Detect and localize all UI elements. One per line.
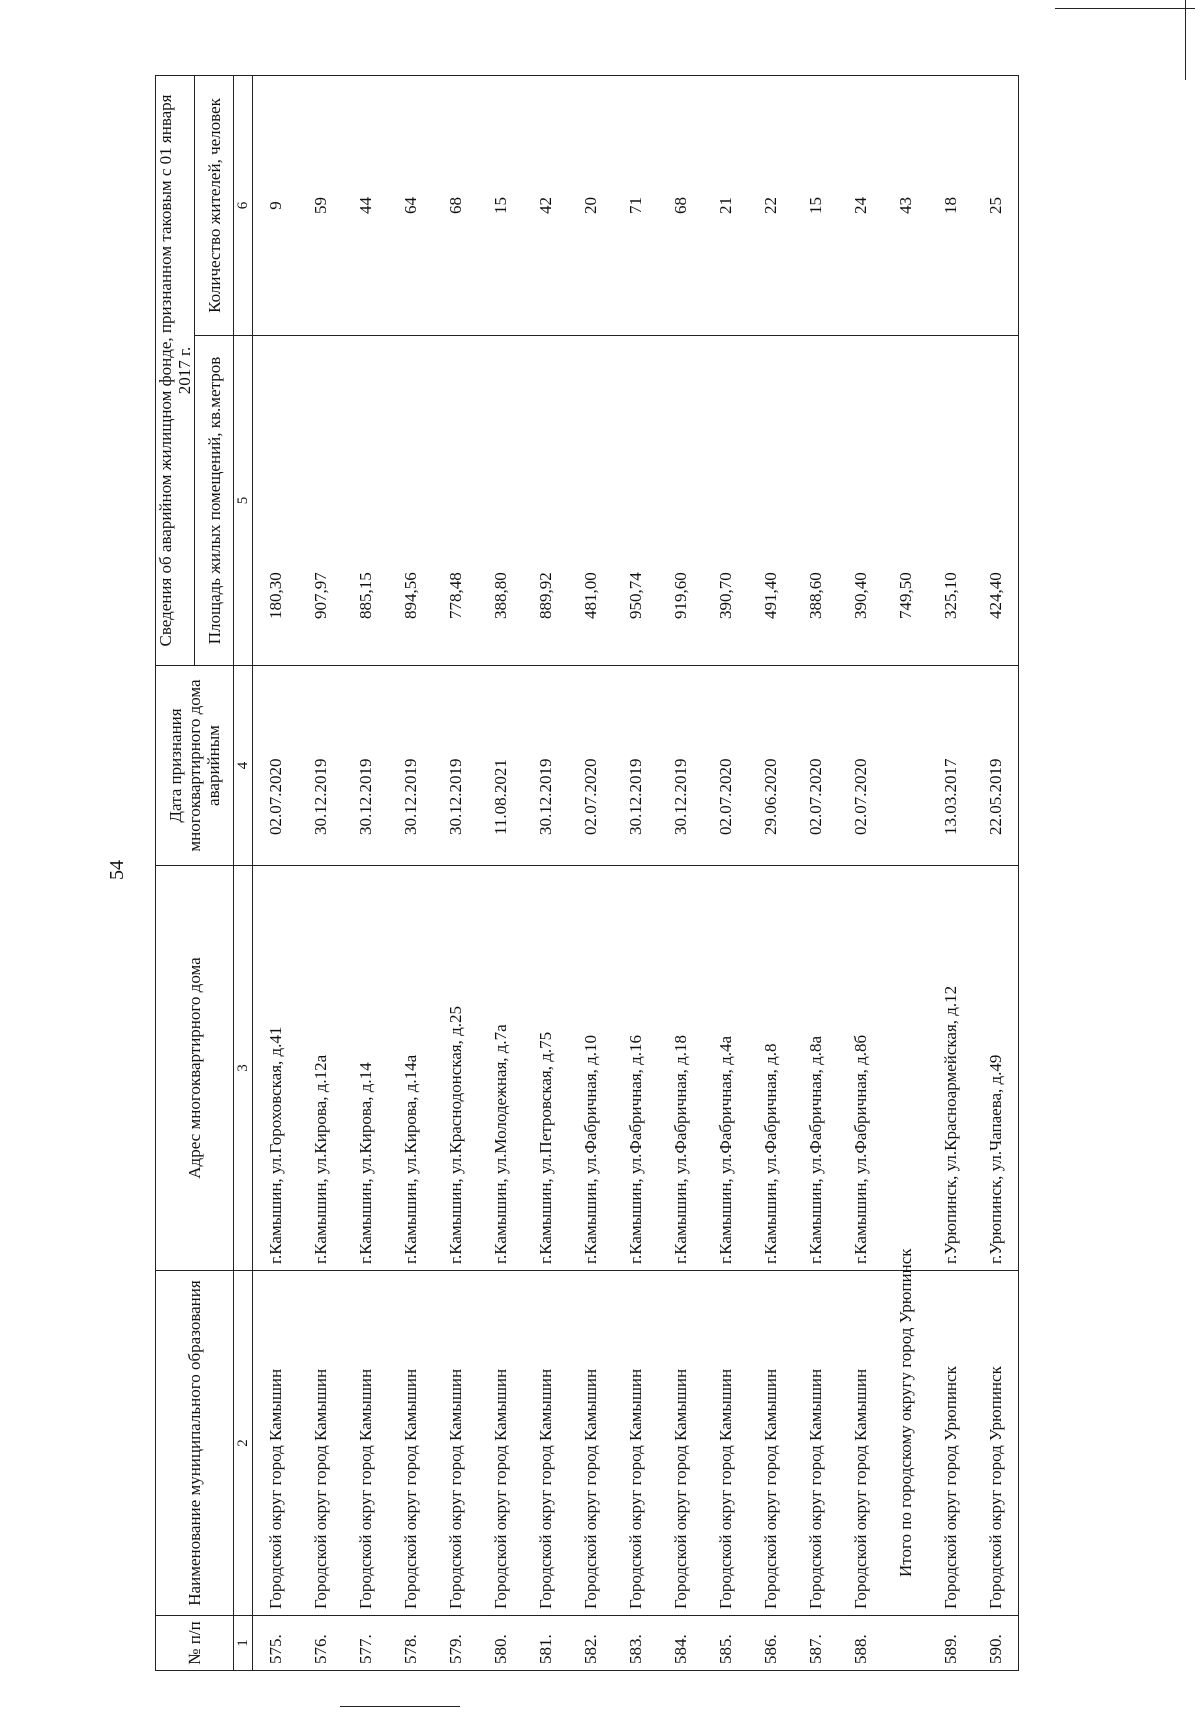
recognition-date: 13.03.2017 (928, 666, 973, 866)
living-area: 481,00 (568, 336, 613, 666)
living-area: 180,30 (253, 336, 299, 666)
row-number: 583. (613, 1616, 658, 1671)
row-number: 577. (343, 1616, 388, 1671)
residents-count: 71 (613, 75, 658, 335)
table-row (523, 75, 568, 1670)
recognition-date: 22.05.2019 (973, 666, 1019, 866)
residents-count: 18 (928, 75, 973, 335)
row-number: 586. (748, 1616, 793, 1671)
subtotal-label: Итого по городскому округу город Урюпинск (883, 1271, 928, 1616)
living-area: 950,74 (613, 336, 658, 666)
recognition-date: 30.12.2019 (523, 666, 568, 866)
table-row (388, 75, 433, 1670)
building-address: г.Камышин, ул.Фабричная, д.8 (748, 866, 793, 1271)
building-address: г.Камышин, ул.Фабричная, д.18 (658, 866, 703, 1271)
residents-count: 15 (793, 75, 838, 335)
living-area: 325,10 (928, 336, 973, 666)
municipality-name: Городской округ город Камышин (568, 1271, 613, 1616)
table-row (343, 75, 388, 1670)
building-address: г.Камышин, ул.Петровская, д.75 (523, 866, 568, 1271)
recognition-date: 02.07.2020 (838, 666, 883, 866)
column-number: 5 (234, 336, 253, 666)
building-address: г.Камышин, ул.Фабричная, д.10 (568, 866, 613, 1271)
residents-count: 25 (973, 75, 1019, 335)
residents-count: 44 (343, 75, 388, 335)
table-row (748, 75, 793, 1670)
table-row (793, 75, 838, 1670)
table-row (253, 75, 299, 1670)
living-area: 390,70 (703, 336, 748, 666)
scan-edge-mark (340, 1706, 460, 1707)
recognition-date: 29.06.2020 (748, 666, 793, 866)
residents-count: 22 (748, 75, 793, 335)
municipality-name: Городской округ город Камышин (748, 1271, 793, 1616)
table-row (433, 75, 478, 1670)
row-number: 588. (838, 1616, 883, 1671)
header-name: Наименование муниципального образования (156, 1271, 234, 1616)
row-number: 582. (568, 1616, 613, 1671)
municipality-name: Городской округ город Камышин (793, 1271, 838, 1616)
table-row (568, 75, 613, 1670)
recognition-date: 30.12.2019 (613, 666, 658, 866)
row-number: 580. (478, 1616, 523, 1671)
municipality-name: Городской округ город Камышин (523, 1271, 568, 1616)
building-address: г.Камышин, ул.Фабричная, д.16 (613, 866, 658, 1271)
building-address: г.Камышин, ул.Фабричная, д.8б (838, 866, 883, 1271)
table-row (703, 75, 748, 1670)
municipality-name: Городской округ город Камышин (703, 1271, 748, 1616)
header-area: Площадь жилых помещений, кв.метров (195, 336, 234, 666)
municipality-name: Городской округ город Камышин (388, 1271, 433, 1616)
building-address: г.Камышин, ул.Кирова, д.14а (388, 866, 433, 1271)
page-number: 54 (106, 860, 128, 880)
residents-count: 68 (433, 75, 478, 335)
municipality-name: Городской округ город Камышин (838, 1271, 883, 1616)
building-address: г.Камышин, ул.Фабричная, д.4а (703, 866, 748, 1271)
building-address: г.Камышин, ул.Кирова, д.12а (298, 866, 343, 1271)
table-row (478, 75, 523, 1670)
municipality-name: Городской округ город Камышин (253, 1271, 299, 1616)
recognition-date: 02.07.2020 (703, 666, 748, 866)
subtotal-row (883, 75, 928, 1670)
residents-count: 59 (298, 75, 343, 335)
living-area: 388,80 (478, 336, 523, 666)
building-address (883, 866, 928, 1271)
living-area: 491,40 (748, 336, 793, 666)
row-number: 585. (703, 1616, 748, 1671)
residents-count: 24 (838, 75, 883, 335)
recognition-date (883, 666, 928, 866)
table-row (973, 75, 1019, 1670)
recognition-date: 02.07.2020 (253, 666, 299, 866)
column-number: 4 (234, 666, 253, 866)
table-row (658, 75, 703, 1670)
row-number: 578. (388, 1616, 433, 1671)
row-number: 590. (973, 1616, 1019, 1671)
living-area: 907,97 (298, 336, 343, 666)
building-address: г.Урюпинск, ул.Чапаева, д.49 (973, 866, 1019, 1271)
row-number (883, 1616, 928, 1671)
row-number: 576. (298, 1616, 343, 1671)
building-address: г.Камышин, ул.Кирова, д.14 (343, 866, 388, 1271)
residents-count: 68 (658, 75, 703, 335)
municipality-name: Городской округ город Камышин (658, 1271, 703, 1616)
municipality-name: Городской округ город Камышин (613, 1271, 658, 1616)
row-number: 584. (658, 1616, 703, 1671)
building-address: г.Камышин, ул.Фабричная, д.8а (793, 866, 838, 1271)
municipality-name: Городской округ город Камышин (343, 1271, 388, 1616)
residents-count: 42 (523, 75, 568, 335)
table-container (155, 76, 1180, 1671)
recognition-date: 02.07.2020 (568, 666, 613, 866)
recognition-date: 30.12.2019 (658, 666, 703, 866)
residents-count: 21 (703, 75, 748, 335)
building-address: г.Урюпинск, ул.Красноармейская, д.12 (928, 866, 973, 1271)
residents-count: 9 (253, 75, 299, 335)
municipality-name: Городской округ город Камышин (478, 1271, 523, 1616)
row-number: 581. (523, 1616, 568, 1671)
header-group: Сведения об аварийном жилищном фонде, признанном таковым с 01 января 2017 г. (156, 75, 195, 665)
residents-count: 15 (478, 75, 523, 335)
header-date: Дата признания многоквартирного дома аварийным (156, 666, 234, 866)
living-area: 388,60 (793, 336, 838, 666)
recognition-date: 30.12.2019 (298, 666, 343, 866)
subtotal-residents: 43 (883, 75, 928, 335)
scan-edge-mark (1185, 0, 1186, 80)
living-area: 889,92 (523, 336, 568, 666)
municipality-name: Городской округ город Камышин (433, 1271, 478, 1616)
building-address: г.Камышин, ул.Молодежная, д.7а (478, 866, 523, 1271)
living-area: 390,40 (838, 336, 883, 666)
column-number: 2 (234, 1271, 253, 1616)
scan-edge-mark (1055, 8, 1195, 9)
column-number: 6 (234, 75, 253, 335)
header-residents: Количество жителей, человек (195, 75, 234, 335)
subtotal-area: 749,50 (883, 336, 928, 666)
residents-count: 20 (568, 75, 613, 335)
recognition-date: 30.12.2019 (433, 666, 478, 866)
recognition-date: 30.12.2019 (343, 666, 388, 866)
living-area: 919,60 (658, 336, 703, 666)
recognition-date: 11.08.2021 (478, 666, 523, 866)
living-area: 778,48 (433, 336, 478, 666)
row-number: 575. (253, 1616, 299, 1671)
living-area: 424,40 (973, 336, 1019, 666)
municipality-name: Городской округ город Урюпинск (928, 1271, 973, 1616)
building-address: г.Камышин, ул.Гороховская, д.41 (253, 866, 299, 1271)
table-row (613, 75, 658, 1670)
row-number: 579. (433, 1616, 478, 1671)
table-row (928, 75, 973, 1670)
emergency-housing-table (155, 75, 1019, 1671)
building-address: г.Камышин, ул.Краснодонская, д.25 (433, 866, 478, 1271)
municipality-name: Городской округ город Урюпинск (973, 1271, 1019, 1616)
recognition-date: 30.12.2019 (388, 666, 433, 866)
residents-count: 64 (388, 75, 433, 335)
living-area: 894,56 (388, 336, 433, 666)
column-number: 3 (234, 866, 253, 1271)
recognition-date: 02.07.2020 (793, 666, 838, 866)
row-number: 589. (928, 1616, 973, 1671)
table-row (838, 75, 883, 1670)
table-row (298, 75, 343, 1670)
column-number: 1 (234, 1616, 253, 1671)
row-number: 587. (793, 1616, 838, 1671)
header-num: № п/п (156, 1616, 234, 1671)
header-address: Адрес многоквартирного дома (156, 866, 234, 1271)
municipality-name: Городской округ город Камышин (298, 1271, 343, 1616)
living-area: 885,15 (343, 336, 388, 666)
